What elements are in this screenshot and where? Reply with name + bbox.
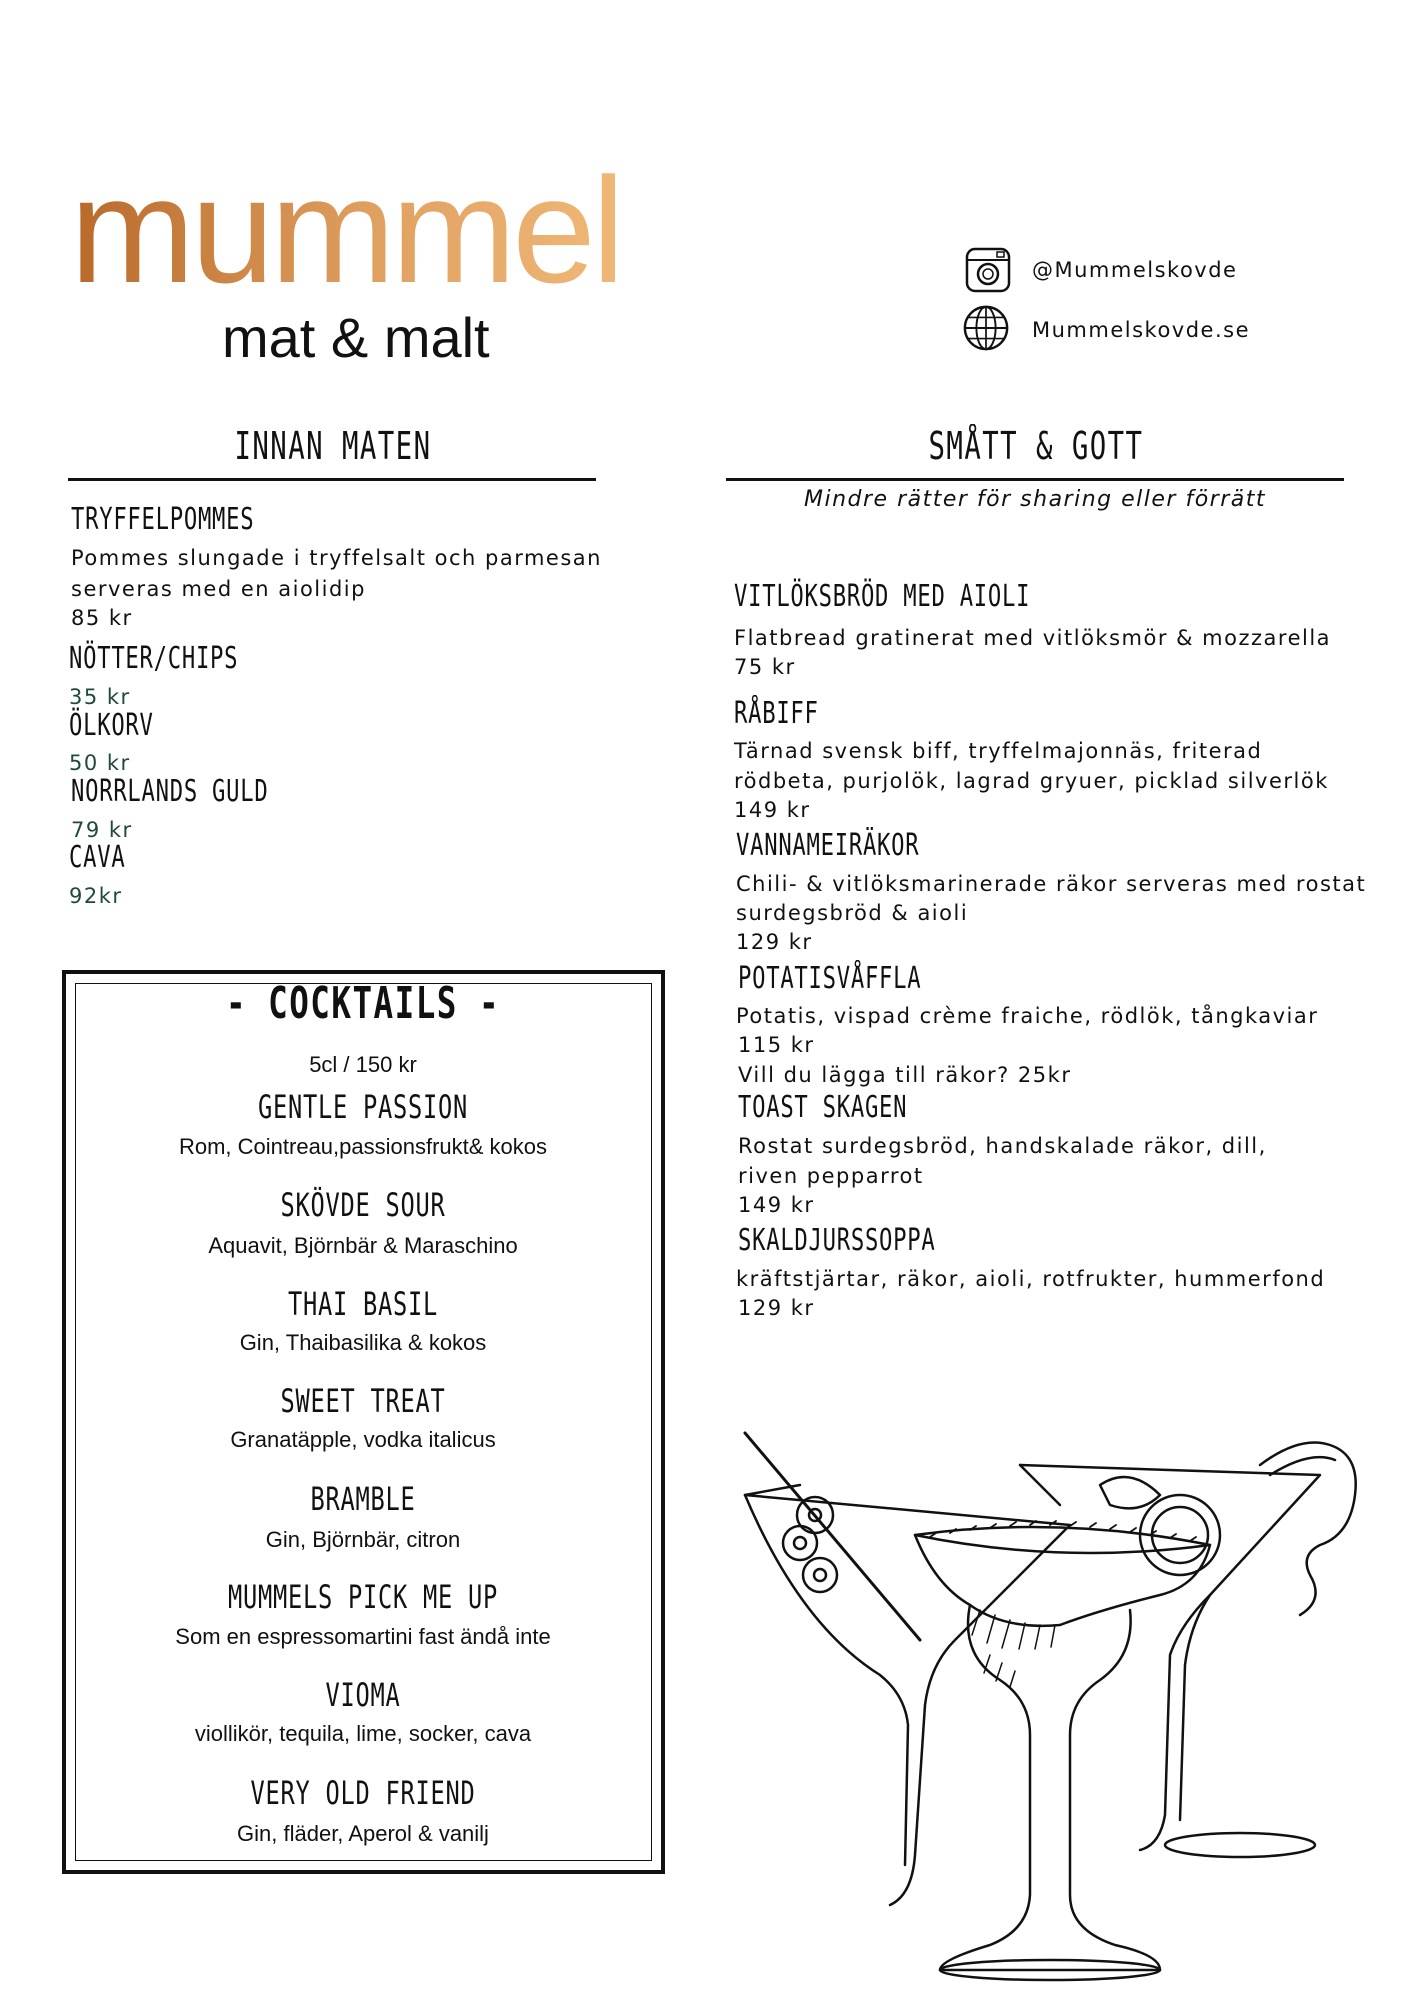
- menu-item-desc: surdegsbröd & aioli: [736, 901, 969, 925]
- cocktail-desc: Rom, Cointreau,passionsfrukt& kokos: [178, 1134, 548, 1159]
- brand-tagline: mat & malt: [222, 306, 490, 369]
- instagram-icon: [964, 246, 1012, 294]
- menu-item-name: NÖTTER/CHIPS: [69, 641, 239, 676]
- innan-maten-heading: INNAN MATEN: [234, 424, 432, 468]
- innan-maten-rule: [68, 478, 596, 481]
- cocktails-pricing: 5cl / 150 kr: [309, 1052, 417, 1077]
- smatt-gott-heading: SMÅTT & GOTT: [928, 424, 1144, 468]
- menu-item-price: 129 kr: [736, 930, 813, 954]
- menu-item-desc: kräftstjärtar, räkor, aioli, rotfrukter, hummerfond: [736, 1267, 1326, 1291]
- menu-item-price: 50 kr: [69, 751, 131, 775]
- menu-item-name: TOAST SKAGEN: [738, 1090, 908, 1125]
- menu-item-desc: Pommes slungade i tryffelsalt och parmesan: [71, 546, 602, 570]
- cocktail-name: GENTLE PASSION: [258, 1088, 468, 1126]
- smatt-gott-rule: [726, 478, 1344, 481]
- cocktail-desc: Som en espressomartini fast ändå inte: [175, 1624, 551, 1649]
- menu-item-desc: serveras med en aiolidip: [71, 577, 366, 601]
- menu-item-desc: Chili- & vitlöksmarinerade räkor serveras med rostat: [736, 872, 1367, 896]
- menu-item-name: ÖLKORV: [69, 708, 154, 743]
- menu-item-name: CAVA: [69, 840, 126, 875]
- cocktail-desc: viollikör, tequila, lime, socker, cava: [194, 1721, 532, 1746]
- cocktail-name: SWEET TREAT: [280, 1382, 446, 1420]
- cocktail-name: THAI BASIL: [288, 1285, 438, 1323]
- brand-logo: mummel: [70, 146, 622, 314]
- menu-item-name: NORRLANDS GULD: [71, 774, 269, 809]
- menu-item-price: 92kr: [69, 884, 123, 908]
- cocktail-name: MUMMELS PICK ME UP: [228, 1578, 498, 1616]
- menu-item-name: SKALDJURSSOPPA: [738, 1223, 936, 1258]
- menu-item-price: 115 kr: [738, 1033, 815, 1057]
- menu-item-price: 35 kr: [69, 685, 131, 709]
- menu-item-extra: Vill du lägga till räkor? 25kr: [738, 1063, 1072, 1087]
- menu-item-name: VANNAMEIRÄKOR: [736, 828, 920, 863]
- cocktail-desc: Gin, fläder, Aperol & vanilj: [237, 1821, 489, 1846]
- menu-item-price: 75 kr: [734, 655, 796, 679]
- cocktail-desc: Aquavit, Björnbär & Maraschino: [208, 1233, 518, 1258]
- cocktail-name: SKÖVDE SOUR: [280, 1186, 446, 1224]
- website-link[interactable]: Mummelskovde.se: [1032, 318, 1251, 342]
- menu-item-price: 149 kr: [734, 798, 811, 822]
- cocktail-name: VERY OLD FRIEND: [250, 1774, 476, 1812]
- menu-item-name: VITLÖKSBRÖD MED AIOLI: [734, 579, 1031, 614]
- cocktail-name: BRAMBLE: [310, 1480, 416, 1518]
- menu-item-price: 79 kr: [71, 818, 133, 842]
- cocktail-desc: Granatäpple, vodka italicus: [230, 1427, 496, 1452]
- menu-item-price: 85 kr: [71, 606, 133, 630]
- menu-item-desc: Tärnad svensk biff, tryffelmajonnäs, friterad: [734, 739, 1263, 763]
- cocktail-name: VIOMA: [325, 1676, 401, 1714]
- menu-item-desc: Flatbread gratinerat med vitlöksmör & mozzarella: [734, 626, 1332, 650]
- smatt-gott-subtitle: Mindre rätter för sharing eller förrätt: [804, 487, 1266, 512]
- globe-icon: [962, 304, 1010, 352]
- menu-item-price: 149 kr: [738, 1193, 815, 1217]
- menu-item-name: POTATISVÅFFLA: [738, 961, 922, 996]
- instagram-handle[interactable]: @Mummelskovde: [1032, 258, 1238, 282]
- cocktails-title: - COCKTAILS -: [225, 978, 501, 1029]
- cocktail-glasses-illustration: [740, 1425, 1390, 1995]
- menu-item-desc: rödbeta, purjolök, lagrad gryuer, picklad silverlök: [734, 769, 1329, 793]
- menu-item-name: RÅBIFF: [734, 696, 819, 731]
- menu-item-desc: riven pepparrot: [738, 1164, 924, 1188]
- menu-item-desc: Potatis, vispad crème fraiche, rödlök, tångkaviar: [736, 1004, 1319, 1028]
- cocktail-desc: Gin, Björnbär, citron: [265, 1527, 461, 1552]
- menu-item-desc: Rostat surdegsbröd, handskalade räkor, dill,: [738, 1134, 1267, 1158]
- menu-item-name: TRYFFELPOMMES: [71, 502, 255, 537]
- menu-item-price: 129 kr: [738, 1296, 815, 1320]
- cocktail-desc: Gin, Thaibasilika & kokos: [239, 1330, 487, 1355]
